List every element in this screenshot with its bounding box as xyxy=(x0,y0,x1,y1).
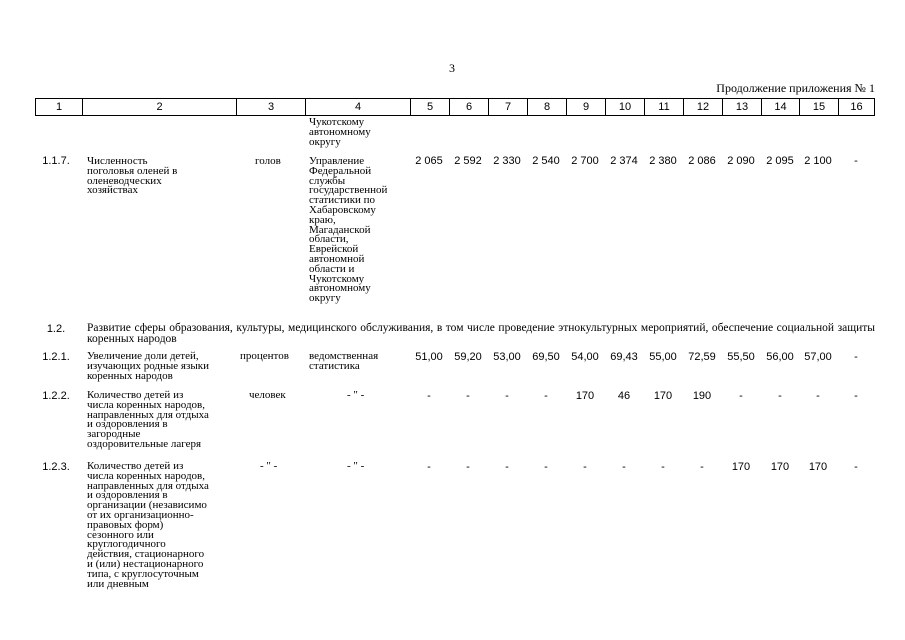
section-number: 1.2. xyxy=(46,323,66,335)
header-col-6: 6 xyxy=(449,99,488,115)
header-col-15: 15 xyxy=(799,99,838,115)
page-number: 3 xyxy=(449,61,455,75)
row-number: 1.2.2. xyxy=(42,390,70,402)
value-cell: 2 374 xyxy=(610,155,638,167)
value-cell: 2 065 xyxy=(415,155,443,167)
header-col-5: 5 xyxy=(410,99,449,115)
continuation-label: Продолжение приложения № 1 xyxy=(716,81,875,95)
header-col-16: 16 xyxy=(838,99,874,115)
value-cell: - xyxy=(505,461,509,473)
value-cell: 54,00 xyxy=(571,351,599,363)
value-cell: 59,20 xyxy=(454,351,482,363)
value-cell: - xyxy=(854,351,858,363)
value-cell: - xyxy=(466,390,470,402)
value-cell: 2 330 xyxy=(493,155,521,167)
indicator-name: Количество детей из числа коренных народов, направленных для отдыха и оздоровления в организации (независимо от их организационно- правовых форм) сезонного или круглогодичного действия, стационарного и (или) нестационарного типа, с круглосуточным или дневным xyxy=(87,460,209,590)
value-cell: 2 380 xyxy=(649,155,677,167)
value-cell: 72,59 xyxy=(688,351,716,363)
value-cell: - xyxy=(854,461,858,473)
value-cell: 2 090 xyxy=(727,155,755,167)
value-cell: 2 540 xyxy=(532,155,560,167)
indicator-name: Численность поголовья оленей в оленеводческих хозяйствах xyxy=(87,155,178,197)
value-cell: - xyxy=(544,390,548,402)
header-col-14: 14 xyxy=(761,99,799,115)
source-tail: Чукотскому автономному округу xyxy=(309,116,371,148)
value-cell: - xyxy=(661,461,665,473)
value-cell: - xyxy=(544,461,548,473)
value-cell: 2 095 xyxy=(766,155,794,167)
value-cell: 46 xyxy=(617,390,631,402)
table-header xyxy=(35,98,875,116)
unit-label: человек xyxy=(249,389,286,401)
value-cell: - xyxy=(739,390,743,402)
value-cell: - xyxy=(700,461,704,473)
value-cell: 170 xyxy=(575,390,595,402)
header-col-13: 13 xyxy=(722,99,761,115)
value-cell: - xyxy=(427,390,431,402)
value-cell: 170 xyxy=(808,461,828,473)
indicator-name: Увеличение доли детей, изучающих родные языки коренных народов xyxy=(87,350,209,382)
unit-label: голов xyxy=(255,155,281,167)
value-cell: 56,00 xyxy=(766,351,794,363)
value-cell: - xyxy=(583,461,587,473)
data-source: ведомственная статистика xyxy=(309,350,379,372)
header-col-7: 7 xyxy=(488,99,527,115)
value-cell: 170 xyxy=(653,390,673,402)
value-cell: 69,50 xyxy=(532,351,560,363)
data-source: Управление Федеральной службы государственной статистики по Хабаровскому краю, Магаданской области, Еврейской автономной области и Чукотскому автономному округу xyxy=(309,155,388,305)
value-cell: - xyxy=(816,390,820,402)
unit-label: процентов xyxy=(240,350,289,362)
header-col-3: 3 xyxy=(236,99,305,115)
value-cell: 2 100 xyxy=(804,155,832,167)
value-cell: 2 700 xyxy=(571,155,599,167)
unit-label: - " - xyxy=(260,460,278,472)
header-col-4: 4 xyxy=(305,99,410,115)
header-col-12: 12 xyxy=(683,99,722,115)
data-source: - " - xyxy=(347,460,365,472)
value-cell: 51,00 xyxy=(415,351,443,363)
value-cell: 170 xyxy=(731,461,751,473)
value-cell: - xyxy=(778,390,782,402)
header-col-8: 8 xyxy=(527,99,566,115)
data-source: - " - xyxy=(347,389,365,401)
value-cell: - xyxy=(427,461,431,473)
indicator-name: Количество детей из числа коренных народов, направленных для отдыха и оздоровления в загородные оздоровительные лагеря xyxy=(87,389,209,450)
header-col-1: 1 xyxy=(55,101,63,113)
value-cell: 190 xyxy=(692,390,712,402)
value-cell: 69,43 xyxy=(610,351,638,363)
value-cell: 55,00 xyxy=(649,351,677,363)
value-cell: 55,50 xyxy=(727,351,755,363)
header-col-11: 11 xyxy=(644,99,683,115)
section-title: Развитие сферы образования, культуры, медицинского обслуживания, в том числе проведение этнокультурных мероприятий, обеспечение социальной защиты коренных народов xyxy=(87,322,875,345)
value-cell: - xyxy=(854,390,858,402)
value-cell: - xyxy=(466,461,470,473)
header-col-2: 2 xyxy=(82,99,236,115)
header-col-10: 10 xyxy=(605,99,644,115)
value-cell: 2 086 xyxy=(688,155,716,167)
value-cell: 170 xyxy=(770,461,790,473)
value-cell: 53,00 xyxy=(493,351,521,363)
value-cell: - xyxy=(854,155,858,167)
value-cell: - xyxy=(505,390,509,402)
row-number: 1.2.1. xyxy=(42,351,70,363)
row-number: 1.2.3. xyxy=(42,461,70,473)
header-col-9: 9 xyxy=(566,99,605,115)
value-cell: 57,00 xyxy=(804,351,832,363)
value-cell: 2 592 xyxy=(454,155,482,167)
value-cell: - xyxy=(622,461,626,473)
row-number: 1.1.7. xyxy=(42,155,70,167)
